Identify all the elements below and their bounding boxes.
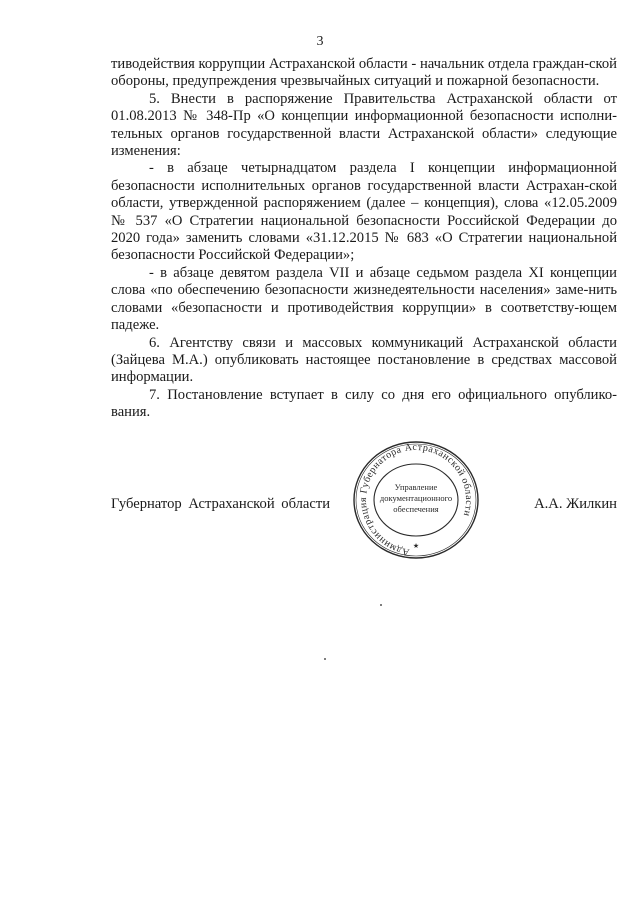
scan-speck	[380, 604, 382, 606]
document-body	[111, 56, 617, 422]
paragraph-item-5-change-a: - в абзаце четырнадцатом раздела I концепции информационной безопасности исполнительных органов государственной власти Астрахан-ской области, утвержденной распоряжением (далее – концепция), слова «12.05.2009 № 537 «О Стратегии национальной безопасности Российской Федерации до 2020 года» заменить словами «31.12.2015 № 683 «О Стратегии национальной безопасности Российской Федерации»;	[111, 160, 617, 264]
signer-title: Губернатор Астраханской области	[111, 496, 331, 512]
page-number: 3	[316, 34, 324, 49]
stamp-star-icon: ★	[412, 542, 420, 550]
paragraph-continuation: тиводействия коррупции Астраханской области - начальник отдела граждан-ской обороны, предупреждения чрезвычайных ситуаций и пожарной безопасности.	[111, 56, 617, 90]
stamp-center-line-1: Управление	[394, 482, 438, 492]
paragraph-item-7: 7. Постановление вступает в силу со дня его официального опублико-вания.	[111, 386, 617, 421]
scan-speck	[324, 658, 326, 660]
official-stamp	[340, 440, 492, 564]
stamp-ring-text: Администрация Губернатора Астраханской области	[357, 441, 475, 558]
stamp-center-line-3: обеспечения	[393, 504, 439, 514]
paragraph-item-5-change-b: - в абзаце девятом раздела VII и абзаце седьмом раздела XI концепции слова «по обеспечению безопасности жизнедеятельности населения» заме-нить словами «безопасности и противодействия коррупции» в соответству-ющем падеже.	[111, 264, 617, 334]
signer-name: А.А. Жилкин	[534, 496, 617, 512]
paragraph-item-5: 5. Внести в распоряжение Правительства Астраханской области от 01.08.2013 № 348-Пр «О концепции информационной безопасности исполни-тельных органов государственной власти Астраханской области» следующие изменения:	[111, 90, 617, 160]
stamp-center-line-2: документационного	[379, 493, 453, 503]
paragraph-item-6: 6. Агентству связи и массовых коммуникаций Астраханской области (Зайцева М.А.) опубликовать настоящее постановление в средствах массовой информации.	[111, 334, 617, 386]
